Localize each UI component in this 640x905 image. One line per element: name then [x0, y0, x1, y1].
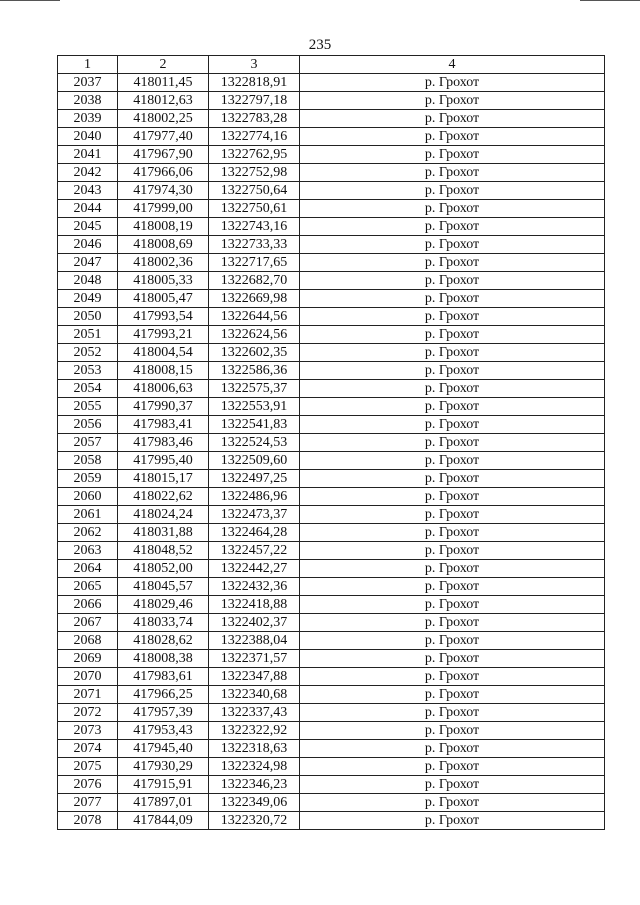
point-number-cell: 2044: [58, 200, 118, 218]
point-number-cell: 2051: [58, 326, 118, 344]
point-number-cell: 2066: [58, 596, 118, 614]
point-number-cell: 2073: [58, 722, 118, 740]
description-cell: р. Грохот: [300, 146, 605, 164]
point-number-cell: 2055: [58, 398, 118, 416]
x-coordinate-cell: 418028,62: [118, 632, 209, 650]
table-row: [58, 758, 605, 776]
y-coordinate-cell: 1322752,98: [209, 164, 300, 182]
scan-edge-mark-left: [0, 0, 60, 1]
y-coordinate-cell: 1322457,22: [209, 542, 300, 560]
description-cell: р. Грохот: [300, 362, 605, 380]
x-coordinate-cell: 417930,29: [118, 758, 209, 776]
x-coordinate-cell: 418052,00: [118, 560, 209, 578]
table-row: [58, 704, 605, 722]
table-row: [58, 380, 605, 398]
column-header-description: 4: [300, 56, 605, 74]
table-row: [58, 74, 605, 92]
x-coordinate-cell: 418002,25: [118, 110, 209, 128]
description-cell: р. Грохот: [300, 398, 605, 416]
x-coordinate-cell: 418022,62: [118, 488, 209, 506]
y-coordinate-cell: 1322717,65: [209, 254, 300, 272]
description-cell: р. Грохот: [300, 812, 605, 830]
x-coordinate-cell: 418006,63: [118, 380, 209, 398]
table-row: [58, 290, 605, 308]
point-number-cell: 2046: [58, 236, 118, 254]
x-coordinate-cell: 417966,06: [118, 164, 209, 182]
point-number-cell: 2075: [58, 758, 118, 776]
y-coordinate-cell: 1322682,70: [209, 272, 300, 290]
y-coordinate-cell: 1322418,88: [209, 596, 300, 614]
description-cell: р. Грохот: [300, 344, 605, 362]
description-cell: р. Грохот: [300, 416, 605, 434]
x-coordinate-cell: 417953,43: [118, 722, 209, 740]
point-number-cell: 2062: [58, 524, 118, 542]
y-coordinate-cell: 1322371,57: [209, 650, 300, 668]
point-number-cell: 2065: [58, 578, 118, 596]
description-cell: р. Грохот: [300, 506, 605, 524]
table-row: [58, 506, 605, 524]
point-number-cell: 2059: [58, 470, 118, 488]
table-row: [58, 488, 605, 506]
description-cell: р. Грохот: [300, 200, 605, 218]
x-coordinate-cell: 417977,40: [118, 128, 209, 146]
y-coordinate-cell: 1322402,37: [209, 614, 300, 632]
description-cell: р. Грохот: [300, 470, 605, 488]
point-number-cell: 2053: [58, 362, 118, 380]
x-coordinate-cell: 417966,25: [118, 686, 209, 704]
description-cell: р. Грохот: [300, 452, 605, 470]
x-coordinate-cell: 418031,88: [118, 524, 209, 542]
description-cell: р. Грохот: [300, 578, 605, 596]
y-coordinate-cell: 1322318,63: [209, 740, 300, 758]
description-cell: р. Грохот: [300, 686, 605, 704]
table-row: [58, 614, 605, 632]
x-coordinate-cell: 417983,46: [118, 434, 209, 452]
x-coordinate-cell: 417897,01: [118, 794, 209, 812]
y-coordinate-cell: 1322346,23: [209, 776, 300, 794]
point-number-cell: 2052: [58, 344, 118, 362]
point-number-cell: 2071: [58, 686, 118, 704]
point-number-cell: 2041: [58, 146, 118, 164]
point-number-cell: 2049: [58, 290, 118, 308]
coordinates-table: [57, 55, 605, 830]
x-coordinate-cell: 418005,33: [118, 272, 209, 290]
point-number-cell: 2054: [58, 380, 118, 398]
x-coordinate-cell: 418024,24: [118, 506, 209, 524]
table-body: [58, 74, 605, 830]
x-coordinate-cell: 418033,74: [118, 614, 209, 632]
table-row: [58, 722, 605, 740]
point-number-cell: 2076: [58, 776, 118, 794]
description-cell: р. Грохот: [300, 290, 605, 308]
y-coordinate-cell: 1322320,72: [209, 812, 300, 830]
description-cell: р. Грохот: [300, 74, 605, 92]
table-row: [58, 128, 605, 146]
description-cell: р. Грохот: [300, 704, 605, 722]
table-row: [58, 668, 605, 686]
table-row: [58, 236, 605, 254]
y-coordinate-cell: 1322586,36: [209, 362, 300, 380]
point-number-cell: 2050: [58, 308, 118, 326]
table-row: [58, 776, 605, 794]
point-number-cell: 2039: [58, 110, 118, 128]
y-coordinate-cell: 1322762,95: [209, 146, 300, 164]
table-row: [58, 524, 605, 542]
y-coordinate-cell: 1322322,92: [209, 722, 300, 740]
x-coordinate-cell: 417957,39: [118, 704, 209, 722]
y-coordinate-cell: 1322442,27: [209, 560, 300, 578]
point-number-cell: 2060: [58, 488, 118, 506]
table-header-row: [58, 56, 605, 74]
point-number-cell: 2063: [58, 542, 118, 560]
y-coordinate-cell: 1322340,68: [209, 686, 300, 704]
column-header-y-coordinate: 3: [209, 56, 300, 74]
x-coordinate-cell: 417844,09: [118, 812, 209, 830]
x-coordinate-cell: 417993,21: [118, 326, 209, 344]
page-number: 235: [308, 37, 332, 53]
table-row: [58, 398, 605, 416]
point-number-cell: 2040: [58, 128, 118, 146]
description-cell: р. Грохот: [300, 272, 605, 290]
description-cell: р. Грохот: [300, 164, 605, 182]
table-row: [58, 794, 605, 812]
table-row: [58, 470, 605, 488]
y-coordinate-cell: 1322644,56: [209, 308, 300, 326]
x-coordinate-cell: 418029,46: [118, 596, 209, 614]
x-coordinate-cell: 418008,69: [118, 236, 209, 254]
point-number-cell: 2061: [58, 506, 118, 524]
y-coordinate-cell: 1322337,43: [209, 704, 300, 722]
description-cell: р. Грохот: [300, 182, 605, 200]
x-coordinate-cell: 417915,91: [118, 776, 209, 794]
x-coordinate-cell: 418004,54: [118, 344, 209, 362]
y-coordinate-cell: 1322733,33: [209, 236, 300, 254]
y-coordinate-cell: 1322497,25: [209, 470, 300, 488]
table-row: [58, 416, 605, 434]
table-row: [58, 560, 605, 578]
table-row: [58, 110, 605, 128]
description-cell: р. Грохот: [300, 776, 605, 794]
y-coordinate-cell: 1322324,98: [209, 758, 300, 776]
table-row: [58, 812, 605, 830]
x-coordinate-cell: 418012,63: [118, 92, 209, 110]
y-coordinate-cell: 1322774,16: [209, 128, 300, 146]
x-coordinate-cell: 418002,36: [118, 254, 209, 272]
description-cell: р. Грохот: [300, 650, 605, 668]
y-coordinate-cell: 1322797,18: [209, 92, 300, 110]
description-cell: р. Грохот: [300, 254, 605, 272]
description-cell: р. Грохот: [300, 434, 605, 452]
description-cell: р. Грохот: [300, 668, 605, 686]
description-cell: р. Грохот: [300, 326, 605, 344]
x-coordinate-cell: 417983,61: [118, 668, 209, 686]
point-number-cell: 2045: [58, 218, 118, 236]
column-header-x-coordinate: 2: [118, 56, 209, 74]
description-cell: р. Грохот: [300, 308, 605, 326]
table-row: [58, 92, 605, 110]
y-coordinate-cell: 1322575,37: [209, 380, 300, 398]
y-coordinate-cell: 1322432,36: [209, 578, 300, 596]
y-coordinate-cell: 1322509,60: [209, 452, 300, 470]
table-row: [58, 146, 605, 164]
y-coordinate-cell: 1322541,83: [209, 416, 300, 434]
point-number-cell: 2048: [58, 272, 118, 290]
table-row: [58, 452, 605, 470]
table-row: [58, 434, 605, 452]
description-cell: р. Грохот: [300, 542, 605, 560]
point-number-cell: 2070: [58, 668, 118, 686]
table-row: [58, 344, 605, 362]
description-cell: р. Грохот: [300, 488, 605, 506]
x-coordinate-cell: 418045,57: [118, 578, 209, 596]
x-coordinate-cell: 418015,17: [118, 470, 209, 488]
description-cell: р. Грохот: [300, 722, 605, 740]
description-cell: р. Грохот: [300, 614, 605, 632]
description-cell: р. Грохот: [300, 218, 605, 236]
x-coordinate-cell: 417993,54: [118, 308, 209, 326]
description-cell: р. Грохот: [300, 92, 605, 110]
point-number-cell: 2078: [58, 812, 118, 830]
column-header-point-number: 1: [58, 56, 118, 74]
point-number-cell: 2072: [58, 704, 118, 722]
point-number-cell: 2068: [58, 632, 118, 650]
y-coordinate-cell: 1322602,35: [209, 344, 300, 362]
table-row: [58, 686, 605, 704]
y-coordinate-cell: 1322818,91: [209, 74, 300, 92]
table-row: [58, 218, 605, 236]
table-row: [58, 272, 605, 290]
y-coordinate-cell: 1322349,06: [209, 794, 300, 812]
description-cell: р. Грохот: [300, 110, 605, 128]
description-cell: р. Грохот: [300, 128, 605, 146]
table-row: [58, 308, 605, 326]
y-coordinate-cell: 1322553,91: [209, 398, 300, 416]
x-coordinate-cell: 418011,45: [118, 74, 209, 92]
description-cell: р. Грохот: [300, 236, 605, 254]
description-cell: р. Грохот: [300, 632, 605, 650]
point-number-cell: 2069: [58, 650, 118, 668]
x-coordinate-cell: 418048,52: [118, 542, 209, 560]
point-number-cell: 2047: [58, 254, 118, 272]
x-coordinate-cell: 418008,15: [118, 362, 209, 380]
y-coordinate-cell: 1322750,64: [209, 182, 300, 200]
table-row: [58, 650, 605, 668]
point-number-cell: 2064: [58, 560, 118, 578]
x-coordinate-cell: 418008,38: [118, 650, 209, 668]
y-coordinate-cell: 1322486,96: [209, 488, 300, 506]
description-cell: р. Грохот: [300, 596, 605, 614]
table-row: [58, 254, 605, 272]
point-number-cell: 2056: [58, 416, 118, 434]
table-row: [58, 542, 605, 560]
table-row: [58, 182, 605, 200]
point-number-cell: 2043: [58, 182, 118, 200]
x-coordinate-cell: 417999,00: [118, 200, 209, 218]
scan-edge-mark-right: [580, 0, 640, 1]
x-coordinate-cell: 417995,40: [118, 452, 209, 470]
description-cell: р. Грохот: [300, 560, 605, 578]
x-coordinate-cell: 417967,90: [118, 146, 209, 164]
point-number-cell: 2074: [58, 740, 118, 758]
point-number-cell: 2042: [58, 164, 118, 182]
y-coordinate-cell: 1322347,88: [209, 668, 300, 686]
table-row: [58, 740, 605, 758]
point-number-cell: 2067: [58, 614, 118, 632]
point-number-cell: 2058: [58, 452, 118, 470]
description-cell: р. Грохот: [300, 740, 605, 758]
table-row: [58, 200, 605, 218]
y-coordinate-cell: 1322669,98: [209, 290, 300, 308]
y-coordinate-cell: 1322624,56: [209, 326, 300, 344]
description-cell: р. Грохот: [300, 758, 605, 776]
y-coordinate-cell: 1322473,37: [209, 506, 300, 524]
y-coordinate-cell: 1322524,53: [209, 434, 300, 452]
table-row: [58, 362, 605, 380]
point-number-cell: 2037: [58, 74, 118, 92]
x-coordinate-cell: 417945,40: [118, 740, 209, 758]
description-cell: р. Грохот: [300, 380, 605, 398]
y-coordinate-cell: 1322743,16: [209, 218, 300, 236]
x-coordinate-cell: 417983,41: [118, 416, 209, 434]
x-coordinate-cell: 417990,37: [118, 398, 209, 416]
table-row: [58, 632, 605, 650]
y-coordinate-cell: 1322464,28: [209, 524, 300, 542]
point-number-cell: 2038: [58, 92, 118, 110]
x-coordinate-cell: 418008,19: [118, 218, 209, 236]
y-coordinate-cell: 1322388,04: [209, 632, 300, 650]
y-coordinate-cell: 1322783,28: [209, 110, 300, 128]
x-coordinate-cell: 417974,30: [118, 182, 209, 200]
description-cell: р. Грохот: [300, 524, 605, 542]
description-cell: р. Грохот: [300, 794, 605, 812]
point-number-cell: 2057: [58, 434, 118, 452]
x-coordinate-cell: 418005,47: [118, 290, 209, 308]
table-row: [58, 164, 605, 182]
y-coordinate-cell: 1322750,61: [209, 200, 300, 218]
point-number-cell: 2077: [58, 794, 118, 812]
table-row: [58, 596, 605, 614]
table-row: [58, 326, 605, 344]
table-row: [58, 578, 605, 596]
